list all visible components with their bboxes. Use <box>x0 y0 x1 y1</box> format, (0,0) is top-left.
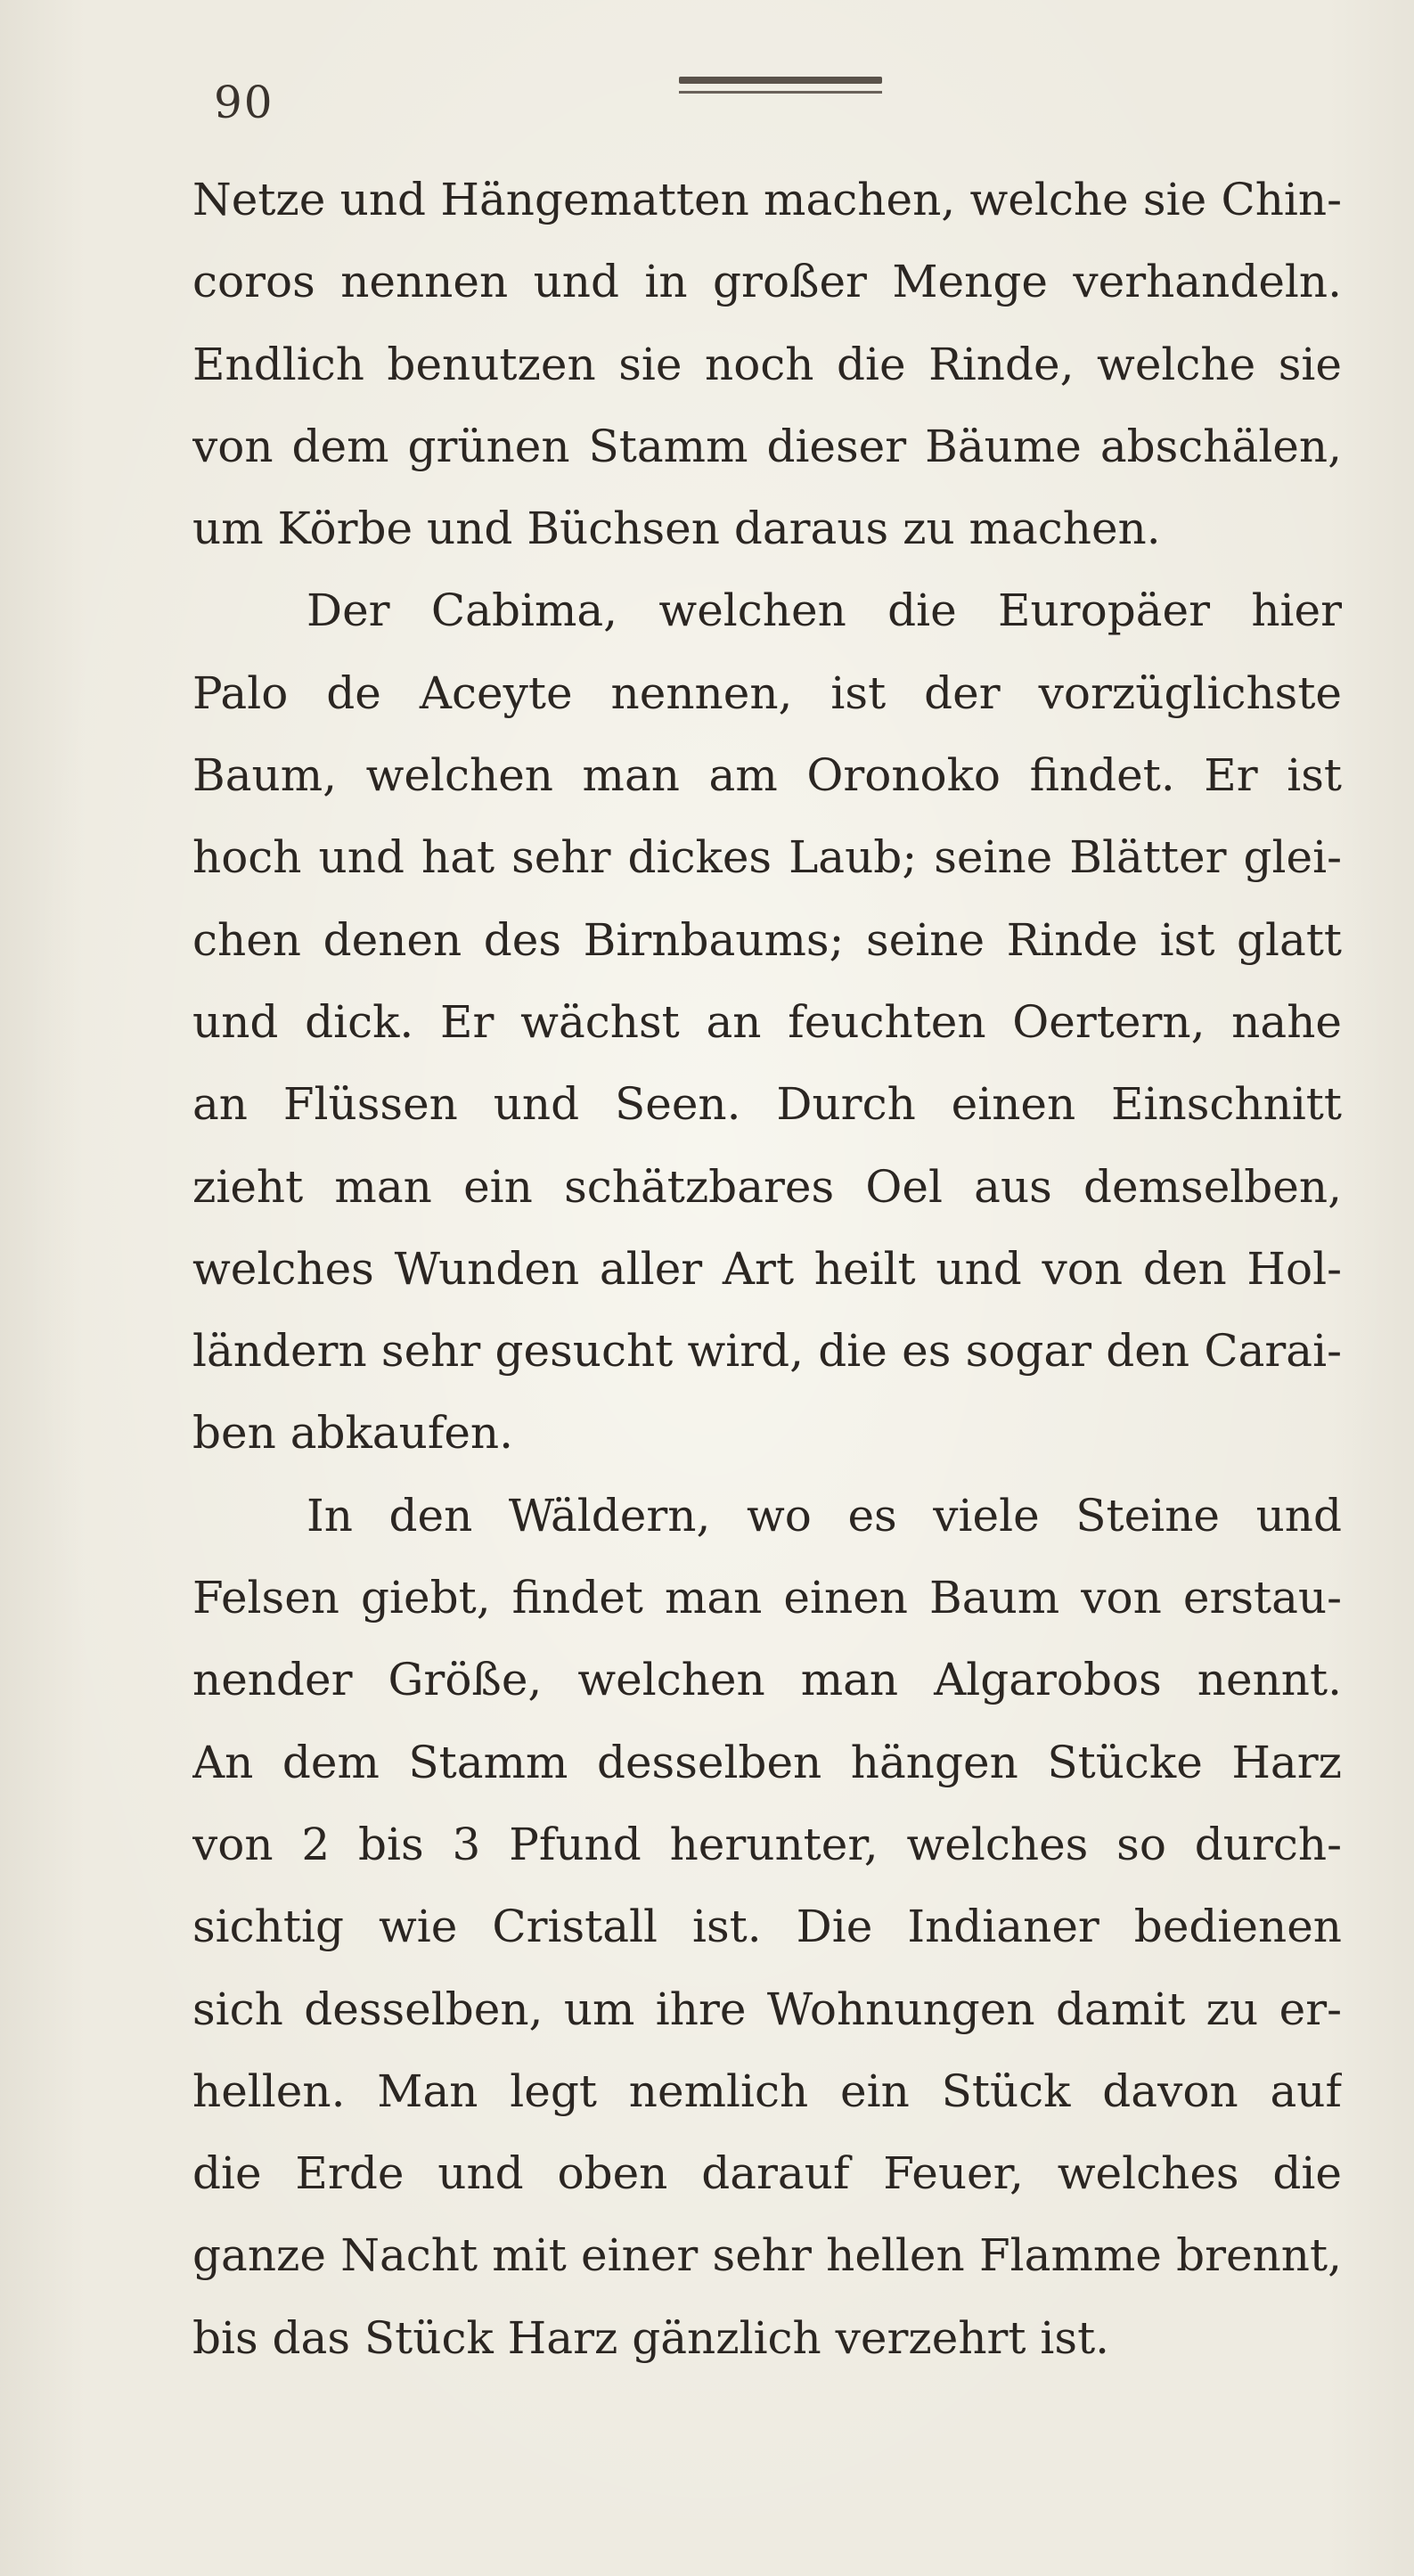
text-line: ben abkaufen. <box>192 1407 514 1460</box>
header-rule <box>679 71 882 98</box>
text-line: an Flüssen und Seen. Durch einen Einschnitt <box>192 1078 1342 1131</box>
text-line: um Körbe und Büchsen daraus zu machen. <box>192 503 1161 555</box>
text-line: welches Wunden aller Art heilt und von den Hol- <box>192 1242 1342 1295</box>
text-line: hoch und hat sehr dickes Laub; seine Blätter glei- <box>192 831 1342 884</box>
body-text <box>192 159 1342 2379</box>
text-line: bis das Stück Harz gänzlich verzehrt ist. <box>192 2311 1110 2364</box>
text-line: coros nennen und in großer Menge verhandeln. <box>192 256 1342 308</box>
header-rule-thin <box>679 91 882 94</box>
text-line: Endlich benutzen sie noch die Rinde, welche sie <box>192 338 1342 390</box>
text-line: Der Cabima, welchen die Europäer hier <box>307 585 1342 637</box>
text-line: ganze Nacht mit einer sehr hellen Flamme brennt, <box>192 2229 1342 2282</box>
text-line: nender Größe, welchen man Algarobos nennt. <box>192 1654 1342 1706</box>
text-line: von 2 bis 3 Pfund herunter, welches so durch- <box>192 1818 1342 1870</box>
text-line: sichtig wie Cristall ist. Die Indianer bedienen <box>192 1901 1342 1953</box>
text-line: die Erde und oben darauf Feuer, welches die <box>192 2147 1342 2200</box>
text-line: Netze und Hängematten machen, welche sie Chin- <box>192 174 1342 225</box>
text-line: Felsen giebt, findet man einen Baum von erstau- <box>192 1572 1342 1624</box>
text-line: In den Wäldern, wo es viele Steine und <box>307 1489 1342 1542</box>
text-line: von dem grünen Stamm dieser Bäume abschälen, <box>192 420 1342 472</box>
text-line: zieht man ein schätzbares Oel aus demselben, <box>192 1160 1342 1213</box>
text-line: hellen. Man legt nemlich ein Stück davon auf <box>192 2065 1342 2117</box>
text-line: und dick. Er wächst an feuchten Oertern, nahe <box>192 995 1342 1048</box>
text-line: Palo de Aceyte nennen, ist der vorzüglichste <box>192 666 1342 719</box>
text-line: Baum, welchen man am Oronoko findet. Er ist <box>192 749 1342 802</box>
text-line: ländern sehr gesucht wird, die es sogar den Carai- <box>192 1325 1342 1378</box>
header-rule-thick <box>679 77 882 84</box>
text-line: An dem Stamm desselben hängen Stücke Harz <box>192 1736 1342 1788</box>
page-number: 90 <box>214 77 274 128</box>
text-line: sich desselben, um ihre Wohnungen damit zu er- <box>192 1983 1342 2035</box>
text-line: chen denen des Birnbaums; seine Rinde ist glatt <box>192 913 1342 966</box>
